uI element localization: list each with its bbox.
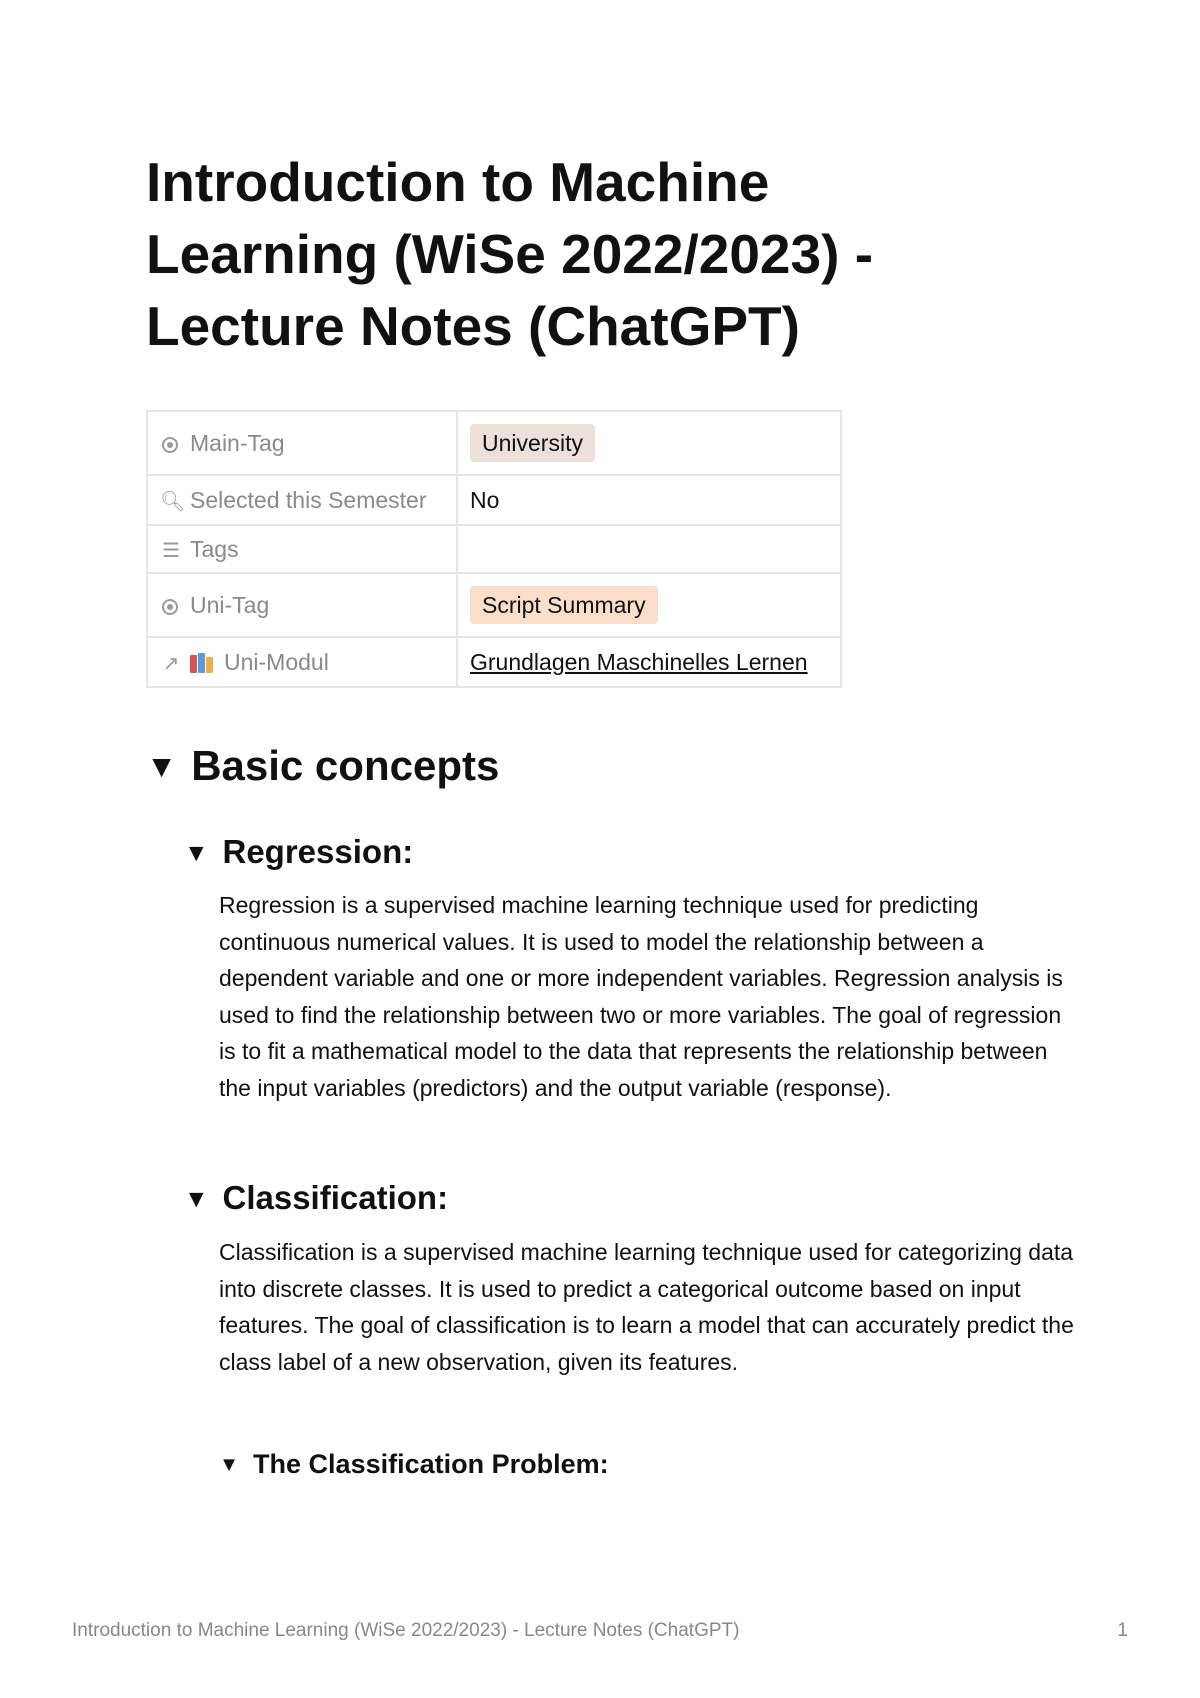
toggle-triangle-icon[interactable]: ▼ [146,748,178,785]
heading-text: The Classification Problem: [253,1449,609,1479]
property-key-label: Main-Tag [190,429,285,456]
property-row-tags [147,525,841,573]
select-circle-icon [162,437,178,453]
list-icon: ☰ [162,539,180,562]
toggle-heading-regression[interactable] [184,830,413,876]
property-key [147,573,457,637]
toggle-triangle-icon[interactable]: ▼ [219,1454,240,1477]
toggle-heading-classification-problem[interactable] [219,1446,609,1483]
relation-arrow-icon: ↗ [162,652,180,675]
heading-text: Classification: [222,1179,449,1216]
property-key-label: Tags [190,535,239,562]
uni-modul-link[interactable]: Grundlagen Maschinelles Lernen [470,648,808,675]
property-key [147,525,457,573]
property-row-selected-semester [147,475,841,525]
property-value[interactable]: No [457,475,841,525]
property-key-label: Selected this Semester [190,486,427,513]
select-circle-icon [162,599,178,615]
property-value[interactable] [457,637,841,687]
heading-text: Regression: [222,833,414,870]
toggle-triangle-icon[interactable]: ▼ [184,840,209,868]
properties-table [146,410,842,688]
classification-paragraph: Classification is a supervised machine learning technique used for categorizing data into discrete classes. It is used to predict a categorical outcome based on input features. The goal of classification is to learn a model that can accurately predict the class label of a new observation, given its features. [219,1239,1074,1375]
search-icon: 🔍︎ [160,490,186,513]
footer-title: Introduction to Machine Learning (WiSe 2022/2023) - Lecture Notes (ChatGPT) [72,1620,740,1641]
toggle-heading-basic-concepts[interactable] [146,738,499,794]
property-value[interactable] [457,411,841,475]
toggle-triangle-icon[interactable]: ▼ [184,1186,209,1214]
property-key-label: Uni-Tag [190,591,270,618]
property-row-main-tag [147,411,841,475]
page-title: Introduction to Machine Learning (WiSe 2022/2023) - Lecture Notes (ChatGPT) [146,151,874,357]
property-key [147,475,457,525]
property-value[interactable] [457,573,841,637]
property-key-label: Uni-Modul [224,648,329,675]
regression-paragraph: Regression is a supervised machine learning technique used for predicting continuous numerical values. It is used to model the relationship between a dependent variable and one or more independent variables. Regression analysis is used to find the relationship between two or more variables. The goal of regression is to fit a mathematical model to the data that represents the relationship between the input variables (predictors) and the output variable (response). [219,892,1063,1101]
property-row-uni-tag [147,573,841,637]
property-key [147,637,457,687]
property-key [147,411,457,475]
footer-page-number: 1 [1117,1620,1128,1641]
property-row-uni-modul [147,637,841,687]
main-tag-badge[interactable]: University [470,424,595,462]
property-value[interactable] [457,525,841,573]
books-icon [190,653,216,673]
uni-tag-badge[interactable]: Script Summary [470,586,658,624]
heading-text: Basic concepts [191,742,500,789]
toggle-heading-classification[interactable] [184,1176,448,1222]
